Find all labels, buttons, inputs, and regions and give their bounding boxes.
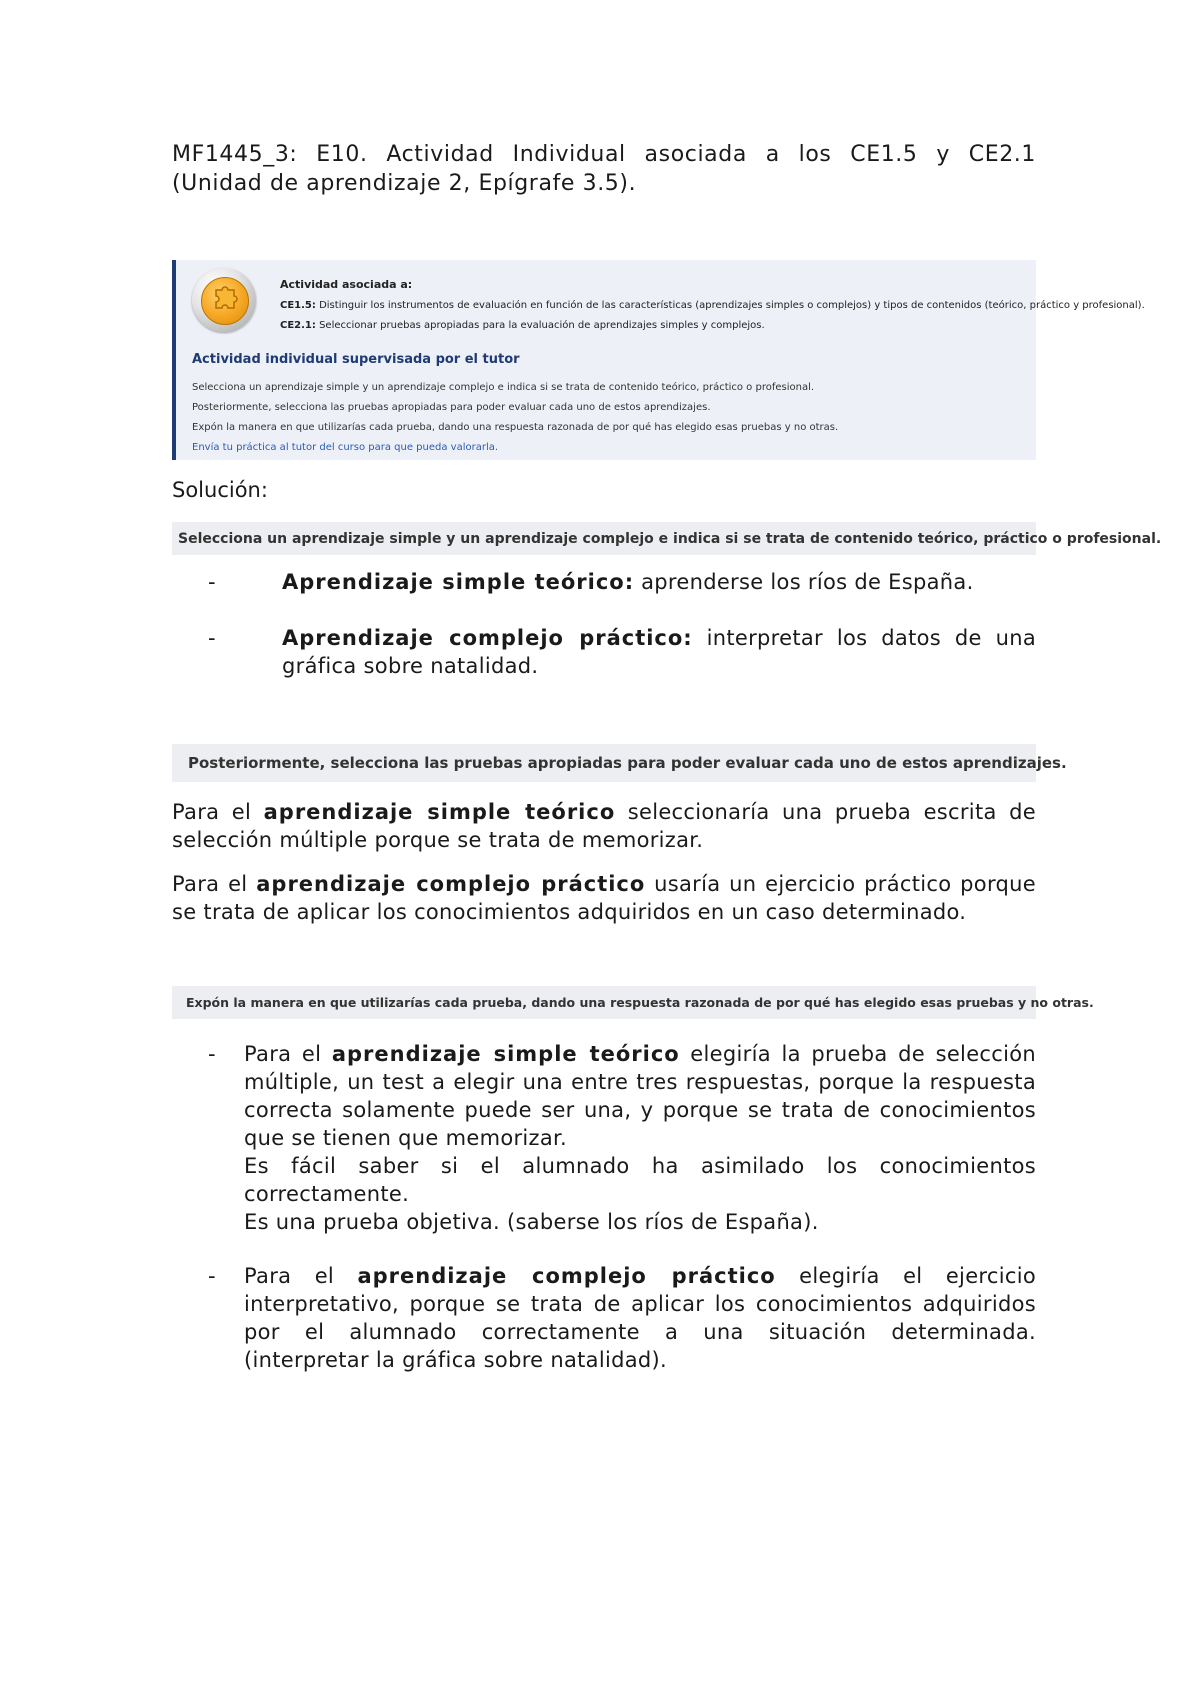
activity-line-4: Envía tu práctica al tutor del curso para que pueda valorarla. [192, 442, 499, 453]
activity-heading: Actividad asociada a: [280, 278, 413, 291]
activity-line-1: Selecciona un aprendizaje simple y un aprendizaje complejo e indica si se trata de contenido teórico, práctico o profesional. [192, 382, 815, 393]
puzzle-icon [192, 268, 256, 332]
bullet-bold: Aprendizaje simple teórico: [282, 570, 635, 594]
para-text: seleccionaría una prueba escrita de selección múltiple porque se trata de memorizar. [172, 800, 1036, 852]
question-1-bar: Selecciona un aprendizaje simple y un aprendizaje complejo e indica si se trata de contenido teórico, práctico o profesional. [172, 522, 1036, 555]
para-bold: aprendizaje complejo práctico [256, 872, 646, 896]
activity-subtitle: Actividad individual supervisada por el tutor [192, 352, 520, 367]
para-text: Para el [172, 800, 264, 824]
bullet-dash: - [208, 1264, 216, 1288]
bullet-bold: Aprendizaje complejo práctico: [282, 626, 693, 650]
para-text: usaría un ejercicio práctico porque se trata de aplicar los conocimientos adquiridos en un caso determinado. [172, 872, 1036, 924]
bullet-bold: aprendizaje simple teórico [331, 1042, 680, 1066]
bullet-extra-2: Es una prueba objetiva. (saberse los ríos de España). [244, 1210, 819, 1234]
q2-paragraph-2 [172, 870, 1036, 926]
ce1-text: Distinguir los instrumentos de evaluación en función de las características (aprendizajes simples o complejos) y tipos de contenidos (teórico, práctico y profesional). [319, 300, 1145, 311]
solucion-label: Solución: [172, 478, 268, 502]
document-title [172, 140, 1036, 198]
bullet-text: Para el [244, 1042, 332, 1066]
bullet-text: elegiría la prueba de selección múltiple, un test a elegir una entre tres respuestas, porque la respuesta correcta solamente puede ser una, y porque se trata de conocimientos que se tienen que memorizar. [244, 1042, 1036, 1150]
ce1-label: CE1.5: [280, 300, 316, 311]
q2-paragraph-1 [172, 798, 1036, 854]
bullet-bold: aprendizaje complejo práctico [357, 1264, 776, 1288]
activity-ce1 [280, 300, 1145, 311]
ce2-label: CE2.1: [280, 320, 316, 331]
activity-ce2 [280, 320, 765, 331]
activity-line-3: Expón la manera en que utilizarías cada prueba, dando una respuesta razonada de por qué has elegido esas pruebas y no otras. [192, 422, 839, 433]
bullet-dash: - [208, 570, 216, 594]
activity-line-2: Posteriormente, selecciona las pruebas apropiadas para poder evaluar cada uno de estos aprendizajes. [192, 402, 711, 413]
bullet-text: aprenderse los ríos de España. [634, 570, 974, 594]
ce2-text: Seleccionar pruebas apropiadas para la evaluación de aprendizajes simples y complejos. [319, 320, 765, 331]
bullet-dash: - [208, 1042, 216, 1066]
activity-panel [172, 260, 1145, 460]
title-line-2: (Unidad de aprendizaje 2, Epígrafe 3.5). [172, 171, 637, 196]
title-line-1: MF1445_3: E10. Actividad Individual asociada a los CE1.5 y CE2.1 [172, 142, 1036, 167]
para-bold: aprendizaje simple teórico [263, 800, 616, 824]
bullet-text: Para el [244, 1264, 358, 1288]
question-2-bar: Posteriormente, selecciona las pruebas apropiadas para poder evaluar cada uno de estos aprendizajes. [172, 744, 1036, 782]
bullet-extra-1: Es fácil saber si el alumnado ha asimilado los conocimientos correctamente. [244, 1154, 1036, 1206]
question-3-bar: Expón la manera en que utilizarías cada prueba, dando una respuesta razonada de por qué has elegido esas pruebas y no otras. [172, 986, 1036, 1019]
bullet-text: elegiría el ejercicio interpretativo, porque se trata de aplicar los conocimientos adquiridos por el alumnado correctamente a una situación determinada. (interpretar la gráfica sobre natalidad). [244, 1264, 1036, 1372]
para-text: Para el [172, 872, 257, 896]
bullet-dash: - [208, 626, 216, 650]
bullet-text: interpretar los datos de una gráfica sobre natalidad. [282, 626, 1036, 678]
